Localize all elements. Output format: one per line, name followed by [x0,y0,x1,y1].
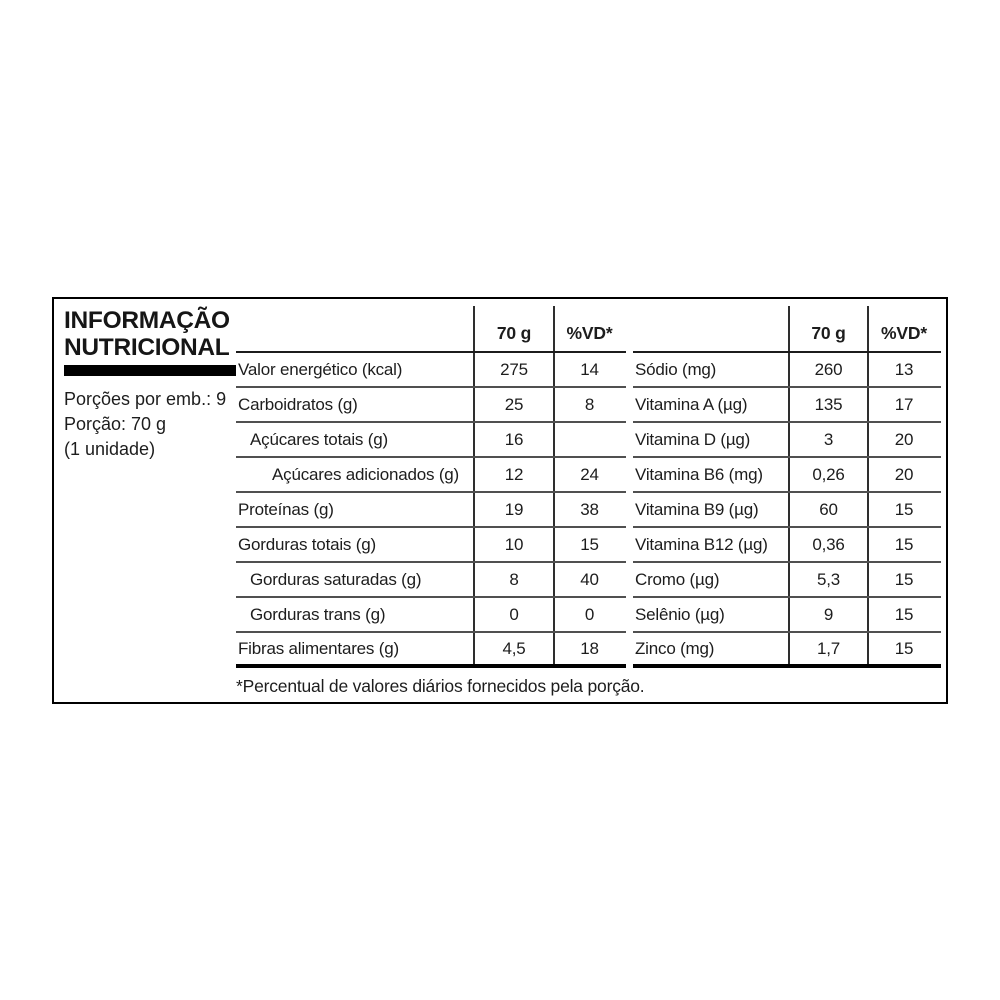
nutrient-dv: 15 [867,633,939,664]
table-row [633,458,941,493]
daily-value-footnote: *Percentual de valores diários fornecidos pela porção. [236,676,645,696]
table-row [633,633,941,668]
table-row [236,493,626,528]
header-spacer [236,306,473,351]
nutrient-amount: 12 [473,458,553,491]
table-row [633,423,941,458]
table-row [236,563,626,598]
nutrient-name: Açúcares adicionados (g) [272,464,460,484]
nutrient-dv: 15 [867,563,939,596]
nutrient-name: Vitamina B6 (mg) [635,464,763,484]
table-row [236,458,626,493]
header-amount: 70 g [473,306,553,351]
nutrient-dv: 15 [867,598,939,631]
nutrient-amount: 25 [473,388,553,421]
header-dv: %VD* [553,306,624,351]
nutrient-amount: 0,36 [788,528,867,561]
nutrient-dv: 38 [553,493,624,526]
title-divider-bar [64,365,236,376]
serving-size: Porção: 70 g [64,414,167,434]
nutrient-name: Açúcares totais (g) [250,429,388,449]
nutrient-name: Zinco (mg) [635,638,715,658]
table-header-row [236,306,626,353]
nutrient-name: Carboidratos (g) [238,394,358,414]
table-row [236,528,626,563]
nutrient-amount: 16 [473,423,553,456]
nutrient-name: Selênio (µg) [635,604,725,624]
nutrient-name: Vitamina B12 (µg) [635,534,768,554]
header-spacer [633,306,788,351]
nutrient-amount: 5,3 [788,563,867,596]
table-row [236,633,626,668]
table-row [633,388,941,423]
nutrient-dv: 15 [867,493,939,526]
table-row [236,353,626,388]
nutrient-amount: 135 [788,388,867,421]
nutrient-dv: 14 [553,353,624,386]
table-row [633,563,941,598]
nutrient-dv: 20 [867,423,939,456]
nutrient-dv: 20 [867,458,939,491]
serving-unit: (1 unidade) [64,439,156,459]
nutrient-name: Gorduras saturadas (g) [250,569,422,589]
nutrient-name: Vitamina B9 (µg) [635,499,759,519]
nutrient-amount: 275 [473,353,553,386]
nutrient-dv: 13 [867,353,939,386]
nutrient-dv: 0 [553,598,624,631]
nutrient-table-right [633,306,941,668]
nutrient-dv: 8 [553,388,624,421]
nutrient-dv [553,423,624,456]
nutrient-amount: 260 [788,353,867,386]
nutrient-name: Fibras alimentares (g) [238,638,399,658]
panel-title-line1: INFORMAÇÃO [64,307,230,334]
table-row [633,598,941,633]
nutrient-name: Vitamina A (µg) [635,394,748,414]
table-row [236,388,626,423]
nutrient-name: Cromo (µg) [635,569,720,589]
nutrition-facts-panel [52,297,948,704]
nutrient-amount: 1,7 [788,633,867,664]
nutrient-dv: 24 [553,458,624,491]
nutrient-name: Valor energético (kcal) [238,359,403,379]
nutrient-amount: 3 [788,423,867,456]
nutrient-name: Gorduras trans (g) [250,604,386,624]
nutrient-amount: 10 [473,528,553,561]
table-row [633,353,941,388]
serving-info [64,387,226,462]
nutrient-name: Vitamina D (µg) [635,429,751,449]
nutrient-amount: 8 [473,563,553,596]
nutrient-name: Sódio (mg) [635,359,717,379]
nutrient-amount: 9 [788,598,867,631]
table-header-row [633,306,941,353]
table-row [236,598,626,633]
header-dv: %VD* [867,306,939,351]
header-amount: 70 g [788,306,867,351]
nutrient-dv: 15 [553,528,624,561]
table-row [633,493,941,528]
nutrient-amount: 60 [788,493,867,526]
panel-title-line2: NUTRICIONAL [64,334,230,361]
servings-per-package: Porções por emb.: 9 [64,389,227,409]
nutrient-dv: 40 [553,563,624,596]
nutrient-amount: 4,5 [473,633,553,664]
nutrient-dv: 15 [867,528,939,561]
nutrient-dv: 17 [867,388,939,421]
nutrient-amount: 0 [473,598,553,631]
table-row [633,528,941,563]
panel-title [64,307,240,361]
nutrient-amount: 19 [473,493,553,526]
nutrient-table-left [236,306,626,668]
nutrient-name: Proteínas (g) [238,499,334,519]
nutrient-amount: 0,26 [788,458,867,491]
table-row [236,423,626,458]
nutrient-dv: 18 [553,633,624,664]
nutrient-name: Gorduras totais (g) [238,534,376,554]
